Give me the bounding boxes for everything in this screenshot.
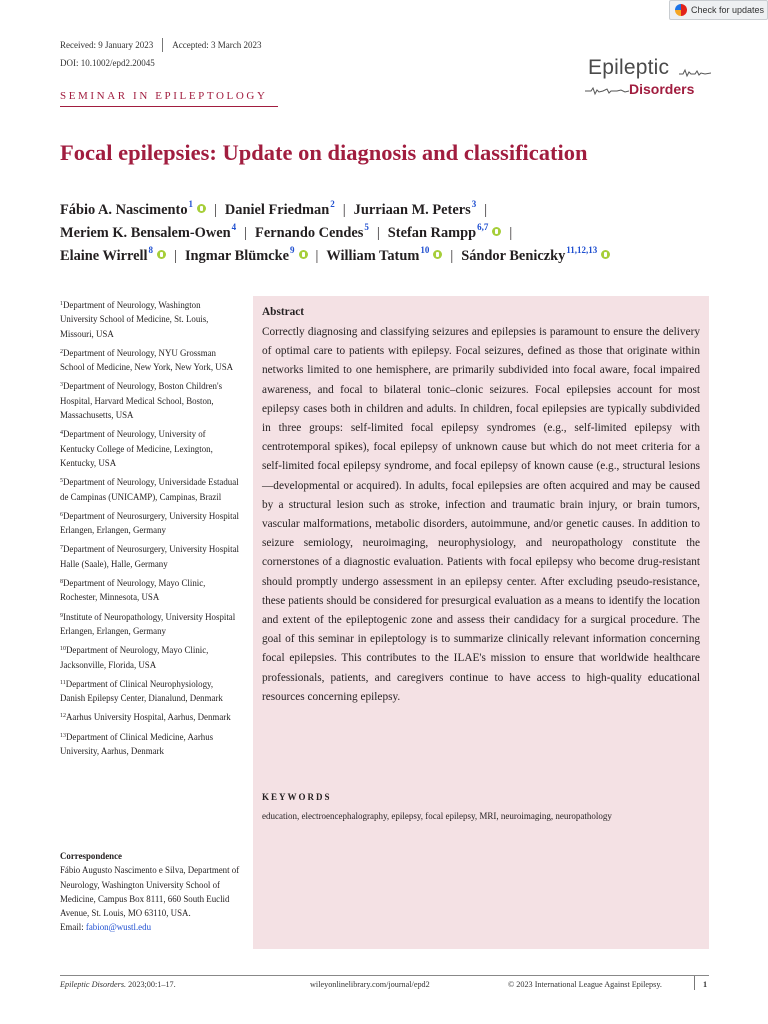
affiliation-item — [60, 297, 240, 341]
affiliation-number: 1 — [60, 301, 63, 307]
affiliation-item — [60, 474, 240, 504]
email-label: Email: — [60, 922, 86, 933]
author-name[interactable]: Fernando Cendes — [255, 225, 364, 241]
keywords-text: education, electroencephalography, epilepsy, focal epilepsy, MRI, neuroimaging, neuropathology — [262, 811, 612, 821]
affiliation-text: Department of Neurology, Boston Children's Hospital, Harvard Medical School, Boston, Massachusetts, USA — [60, 381, 223, 421]
affiliation-item — [60, 642, 240, 672]
affiliation-text: Department of Neurology, Mayo Clinic, Jacksonville, Florida, USA — [60, 645, 209, 670]
affiliation-number: 2 — [60, 348, 63, 355]
author-name[interactable]: Fábio A. Nascimento — [60, 202, 188, 218]
author-affiliation-ref[interactable]: 2 — [330, 199, 335, 209]
doi[interactable]: DOI: 10.1002/epd2.20045 — [60, 58, 155, 68]
crossmark-icon — [675, 4, 687, 16]
affiliation-text: Aarhus University Hospital, Aarhus, Denmark — [66, 712, 231, 723]
author-separator: | — [509, 225, 513, 241]
abstract-heading: Abstract — [262, 306, 305, 318]
check-for-updates-button[interactable] — [669, 0, 768, 20]
affiliation-text: Department of Neurology, Mayo Clinic, Rochester, Minnesota, USA — [60, 578, 206, 603]
correspondence-email-line — [60, 920, 240, 934]
footer-citation — [60, 980, 176, 989]
author-affiliation-ref[interactable]: 8 — [148, 245, 154, 255]
accepted-date: Accepted: 3 March 2023 — [172, 40, 262, 50]
author-line-3 — [60, 245, 610, 265]
check-for-updates-label: Check for updates — [691, 5, 765, 15]
footer-volume: 2023;00:1–17. — [126, 980, 176, 989]
email-link[interactable]: fabion@wustl.edu — [85, 922, 152, 933]
affiliation-number: 5 — [60, 478, 63, 485]
affiliation-number: 12 — [60, 713, 66, 720]
footer-divider — [694, 976, 695, 990]
author-separator: | — [244, 225, 248, 241]
abstract-box — [253, 296, 709, 949]
affiliation-item — [60, 378, 240, 422]
abstract-text: Correctly diagnosing and classifying seizures and epilepsies is paramount to ensure the delivery of optimal care to patients with epilepsy. Focal seizures, defined as those that originate within networks limited to one hemisphere, are primarily subdivided into focal aware, focal impaired awareness, and focal to bilateral tonic–clonic seizures. Focal epilepsies account for most epilepsy cases both in children and adults. In children, focal epilepsies are typically subdivided in three groups: self-limited focal epilepsy syndromes (e.g., self-limited epilepsy with centrotemporal spikes), focal epilepsy of unknown cause but which do not meet criteria for a self-limited focal epilepsy syndrome, and focal epilepsy of known cause (e.g., structural lesions—developmental or acquired). In adults, focal epilepsies are often acquired and may be caused by a structural lesion such as stroke, infection and traumatic brain injury, or brain tumors, vascular malformations, metabolic disorders, autoimmune, and/or genetic causes. In addition to seizure semiology, neuroimaging, neurophysiology, and neuropathology constitute the cornerstones of a diagnostic evaluation. Patients with focal epilepsy who become drug-resistant should promptly undergo assessment in an epilepsy center. After excluding pseudo-resistance, these patients should be considered for presurgical evaluation as a means to identify the location and extent of the epileptogenic zone and assess their candidacy for a surgical procedure. The goal of this seminar in epileptology is to summarize clinically relevant information concerning focal epilepsies. This contributes to the ILAE's mission to ensure that worldwide healthcare professionals, patients, and caregivers continue to have access to high-quality educational resources concerning epilepsy. — [262, 326, 700, 703]
correspondence-heading: Correspondence — [60, 851, 122, 861]
affiliation-number: 4 — [60, 430, 63, 437]
author-separator: | — [342, 202, 346, 218]
affiliation-text: Department of Neurology, Universidade Estadual de Campinas (UNICAMP), Campinas, Brazil — [60, 477, 239, 502]
affiliation-number: 3 — [60, 382, 63, 389]
author-affiliation-ref[interactable]: 5 — [364, 222, 369, 232]
affiliation-number: 13 — [60, 732, 66, 739]
author-name[interactable]: Daniel Friedman — [224, 202, 330, 218]
author-name[interactable]: Elaine Wirrell — [60, 248, 148, 264]
author-separator: | — [376, 225, 380, 241]
journal-logo — [585, 56, 710, 100]
author-affiliation-ref[interactable]: 11,12,13 — [566, 245, 598, 255]
affiliation-item — [60, 575, 240, 605]
orcid-icon[interactable] — [197, 204, 206, 213]
author-separator: | — [484, 202, 488, 218]
logo-text-top: Epileptic — [588, 56, 670, 79]
affiliation-item — [60, 508, 240, 538]
author-affiliation-ref[interactable]: 6,7 — [477, 222, 489, 232]
footer-journal-name: Epileptic Disorders. — [60, 980, 127, 989]
author-line-1 — [60, 199, 495, 219]
affiliation-number: 9 — [60, 612, 63, 619]
orcid-icon[interactable] — [299, 250, 308, 259]
logo-wave-icon — [585, 86, 629, 96]
author-affiliation-ref[interactable]: 3 — [471, 199, 477, 209]
author-affiliation-ref[interactable]: 9 — [290, 245, 295, 255]
affiliation-number: 6 — [60, 511, 63, 518]
affiliation-text: Department of Neurosurgery, University Hospital Erlangen, Erlangen, Germany — [60, 510, 239, 536]
keywords-heading: KEYWORDS — [262, 792, 332, 802]
affiliation-item — [60, 345, 240, 375]
author-line-2 — [60, 222, 520, 242]
article-dates — [60, 38, 261, 52]
logo-text-bottom: Disorders — [629, 81, 695, 97]
correspondence-address: Fábio Augusto Nascimento e Silva, Department of Neurology, Washington University School of Medicine, Campus Box 8111, 660 South Euclid Avenue, St. Louis, MO 63110, USA. — [60, 865, 240, 919]
affiliation-item — [60, 426, 240, 470]
section-rule — [60, 106, 278, 107]
affiliation-item — [60, 541, 240, 571]
page-number: 1 — [703, 980, 708, 989]
affiliation-number: 11 — [60, 679, 66, 686]
affiliation-number: 10 — [60, 646, 66, 653]
footer-journal-url[interactable]: wileyonlinelibrary.com/journal/epd2 — [310, 980, 430, 989]
affiliation-text: Department of Neurology, NYU Grossman School of Medicine, New York, New York, USA — [60, 347, 234, 373]
author-name[interactable]: Sándor Beniczky — [461, 248, 566, 264]
author-name[interactable]: Meriem K. Bensalem-Owen — [60, 225, 231, 241]
affiliations-list — [60, 297, 240, 762]
affiliation-text: Department of Neurosurgery, University Hospital Halle (Saale), Halle, Germany — [60, 544, 239, 569]
author-name[interactable]: Stefan Rampp — [387, 225, 477, 241]
orcid-icon[interactable] — [157, 250, 166, 259]
author-affiliation-ref[interactable]: 1 — [188, 199, 194, 209]
affiliation-text: Department of Neurology, University of Kentucky College of Medicine, Lexington, Kentucky, USA — [60, 429, 213, 468]
orcid-icon[interactable] — [492, 227, 501, 236]
author-separator: | — [450, 248, 454, 264]
author-name[interactable]: Ingmar Blümcke — [184, 248, 290, 264]
affiliation-text: Department of Clinical Neurophysiology, Danish Epilepsy Center, Dianalund, Denmark — [60, 678, 223, 704]
logo-wave-icon — [679, 68, 711, 78]
correspondence-block — [60, 849, 240, 935]
affiliation-text: Department of Clinical Medicine, Aarhus University, Aarhus, Denmark — [60, 731, 214, 757]
affiliation-text: Department of Neurology, Washington University School of Medicine, St. Louis, Missouri, USA — [60, 300, 209, 339]
divider — [162, 38, 163, 52]
author-affiliation-ref[interactable]: 10 — [420, 245, 430, 255]
affiliation-number: 7 — [60, 545, 63, 552]
author-separator: | — [214, 202, 217, 218]
affiliation-item — [60, 676, 240, 706]
affiliation-item — [60, 729, 240, 759]
author-separator: | — [174, 248, 177, 264]
author-separator: | — [315, 248, 319, 264]
author-name[interactable]: Jurriaan M. Peters — [353, 202, 471, 218]
author-affiliation-ref[interactable]: 4 — [231, 222, 237, 232]
footer-copyright: © 2023 International League Against Epilepsy. — [508, 980, 662, 989]
affiliation-item — [60, 609, 240, 639]
affiliation-item — [60, 709, 240, 724]
orcid-icon[interactable] — [601, 250, 610, 259]
affiliation-text: Institute of Neuropathology, University Hospital Erlangen, Erlangen, Germany — [60, 611, 236, 636]
article-title: Focal epilepsies: Update on diagnosis and classification — [60, 140, 588, 165]
affiliation-number: 8 — [60, 579, 63, 586]
orcid-icon[interactable] — [433, 250, 442, 259]
footer-rule — [60, 975, 709, 976]
section-label: SEMINAR IN EPILEPTOLOGY — [60, 90, 268, 102]
received-date: Received: 9 January 2023 — [60, 40, 154, 50]
author-name[interactable]: William Tatum — [326, 248, 420, 264]
